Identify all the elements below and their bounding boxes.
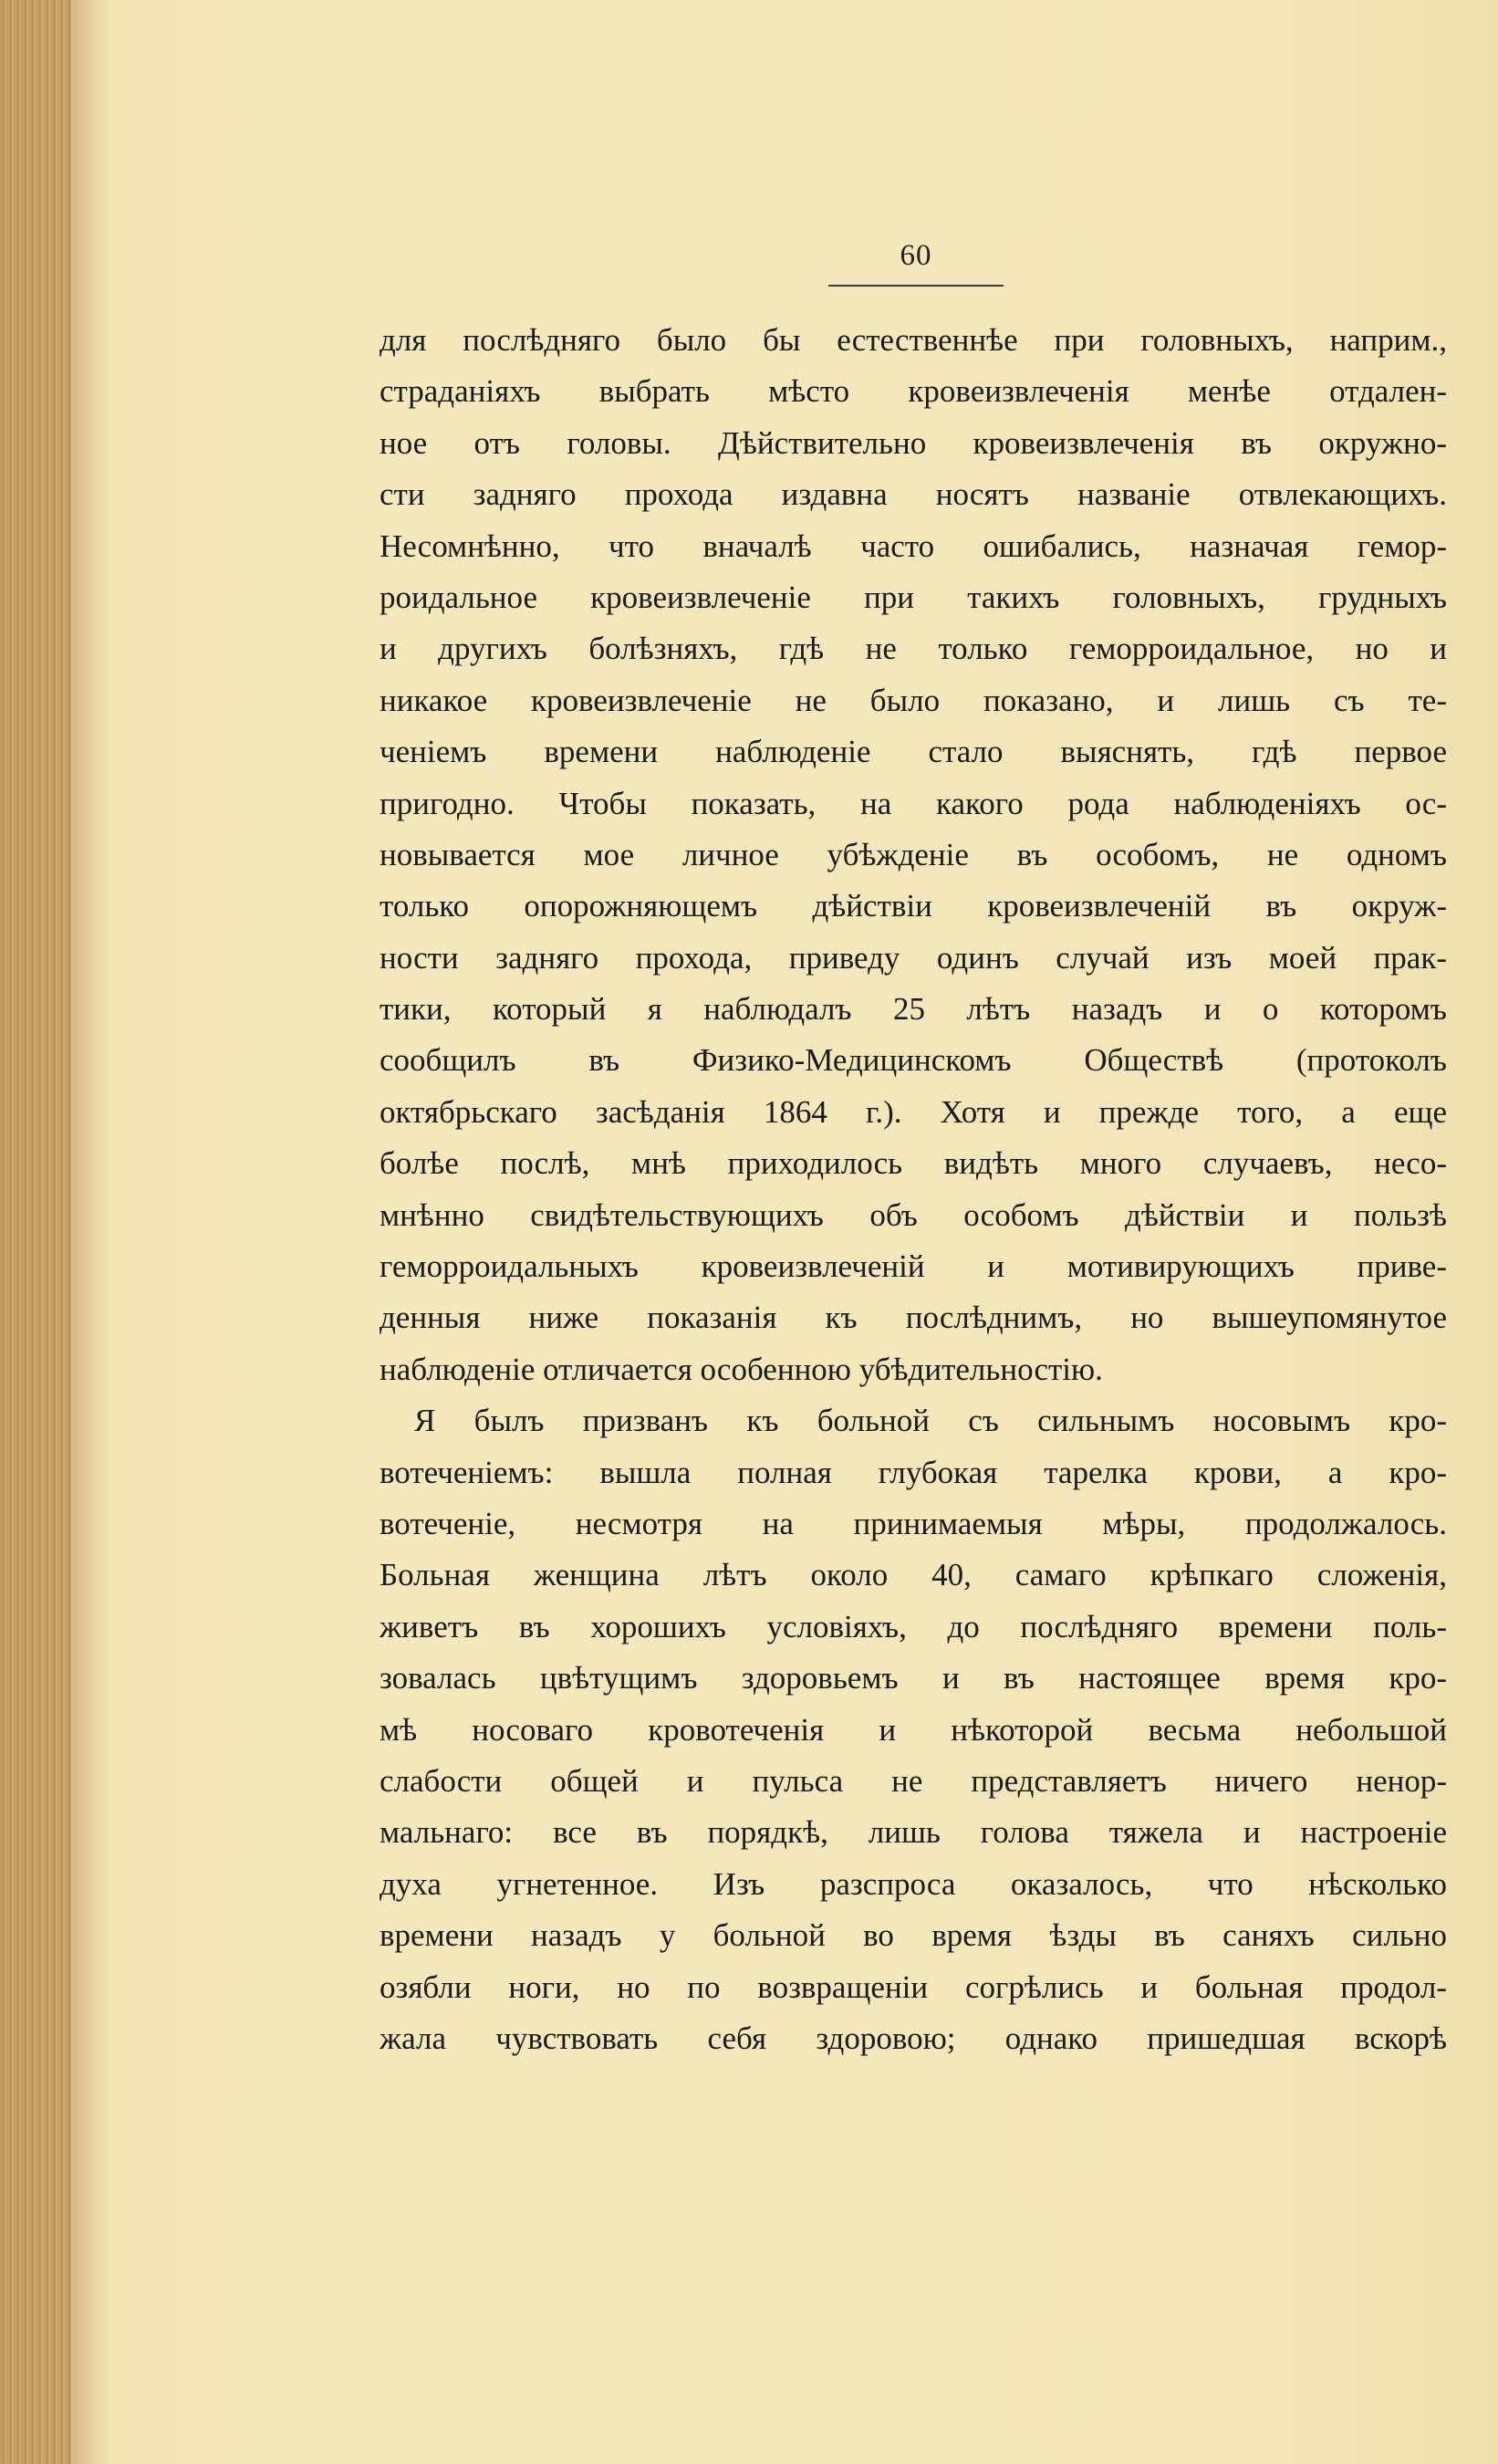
book-binding-edge [0,0,71,2464]
text-line: жала чувствовать себя здоровою; однако пришедшая вскорѣ [380,2020,1447,2056]
text-line: ности задняго прохода, приведу одинъ случай изъ моей прак- [380,939,1447,976]
text-line: слабости общей и пульса не представляетъ ничего ненор- [380,1762,1447,1799]
paragraph-2 [380,1395,1447,2064]
text-line: денныя ниже показанiя къ послѣднимъ, но вышеупомянутое [380,1300,1447,1336]
text-line: наблюденiе отличается особенною убѣдительностiю. [380,1351,1103,1387]
text-line: вотеченiе, несмотря на принимаемыя мѣры, продолжалось. [380,1505,1447,1541]
text-line: живетъ въ хорошихъ условiяхъ, до послѣдняго времени поль- [380,1608,1447,1644]
text-line: мнѣнно свидѣтельствующихъ объ особомъ дѣйствiи и пользѣ [380,1196,1447,1233]
text-line: страданiяхъ выбрать мѣсто кровеизвлеченiя менѣе отдален- [380,373,1447,410]
text-line: никакое кровеизвлеченiе не было показано, и лишь съ те- [380,682,1447,718]
text-line: болѣе послѣ, мнѣ приходилось видѣть много случаевъ, несо- [380,1145,1447,1182]
text-line: Я былъ призванъ къ больной съ сильнымъ носовымъ кро- [414,1403,1447,1439]
text-line: озябли ноги, но по возвращенiи согрѣлись и больная продол- [380,1968,1447,2005]
text-line: и другихъ болѣзняхъ, гдѣ не только геморроидальное, но и [380,631,1447,667]
text-line: зовалась цвѣтущимъ здоровьемъ и въ настоящее время кро- [380,1660,1447,1697]
text-line: ченiемъ времени наблюденiе стало выяснять, гдѣ первое [380,734,1447,770]
page-number: 60 [900,239,932,272]
text-line: Несомнѣнно, что вначалѣ часто ошибались, назначая гемор- [380,527,1447,564]
text-line: мальнаго: все въ порядкѣ, лишь голова тяжела и настроенiе [380,1814,1447,1851]
text-line: октябрьскаго засѣданiя 1864 г.). Хотя и прежде того, а еще [380,1093,1447,1130]
page-number-rule [828,285,1004,287]
text-line: пригодно. Чтобы показать, на какого рода наблюденiяхъ ос- [380,785,1447,821]
text-line: новывается мое личное убѣжденiе въ особомъ, не одномъ [380,836,1447,872]
binding-shadow [71,0,108,2464]
text-line: духа угнетенное. Изъ разспроса оказалось, что нѣсколько [380,1865,1447,1902]
text-line: роидальное кровеизвлеченiе при такихъ головныхъ, грудныхъ [380,579,1447,615]
text-line: для послѣдняго было бы естественнѣе при головныхъ, наприм., [380,322,1447,358]
text-line: геморроидальныхъ кровеизвлеченiй и мотивирующихъ приве- [380,1248,1447,1285]
text-line: времени назадъ у больной во время ѣзды въ саняхъ сильно [380,1917,1447,1954]
text-line: Больная женщина лѣтъ около 40, самаго крѣпкаго сложенiя, [380,1557,1447,1593]
body-text [380,315,1447,2064]
text-line: тики, который я наблюдалъ 25 лѣтъ назадъ и о которомъ [380,991,1447,1028]
text-line: ное отъ головы. Дѣйствительно кровеизвлеченiя въ окружно- [380,424,1447,461]
text-line: сообщилъ въ Физико-Медицинскомъ Обществѣ (протоколъ [380,1042,1447,1079]
paragraph-1 [380,315,1447,1395]
text-line: вотеченiемъ: вышла полная глубокая тарелка крови, а кро- [380,1454,1447,1490]
text-line: только опорожняющемъ дѣйствiи кровеизвлеченiй въ окруж- [380,888,1447,924]
text-line: сти задняго прохода издавна носятъ названiе отвлекающихъ. [380,476,1447,513]
text-line: мѣ носоваго кровотеченiя и нѣкоторой весьма небольшой [380,1711,1447,1748]
